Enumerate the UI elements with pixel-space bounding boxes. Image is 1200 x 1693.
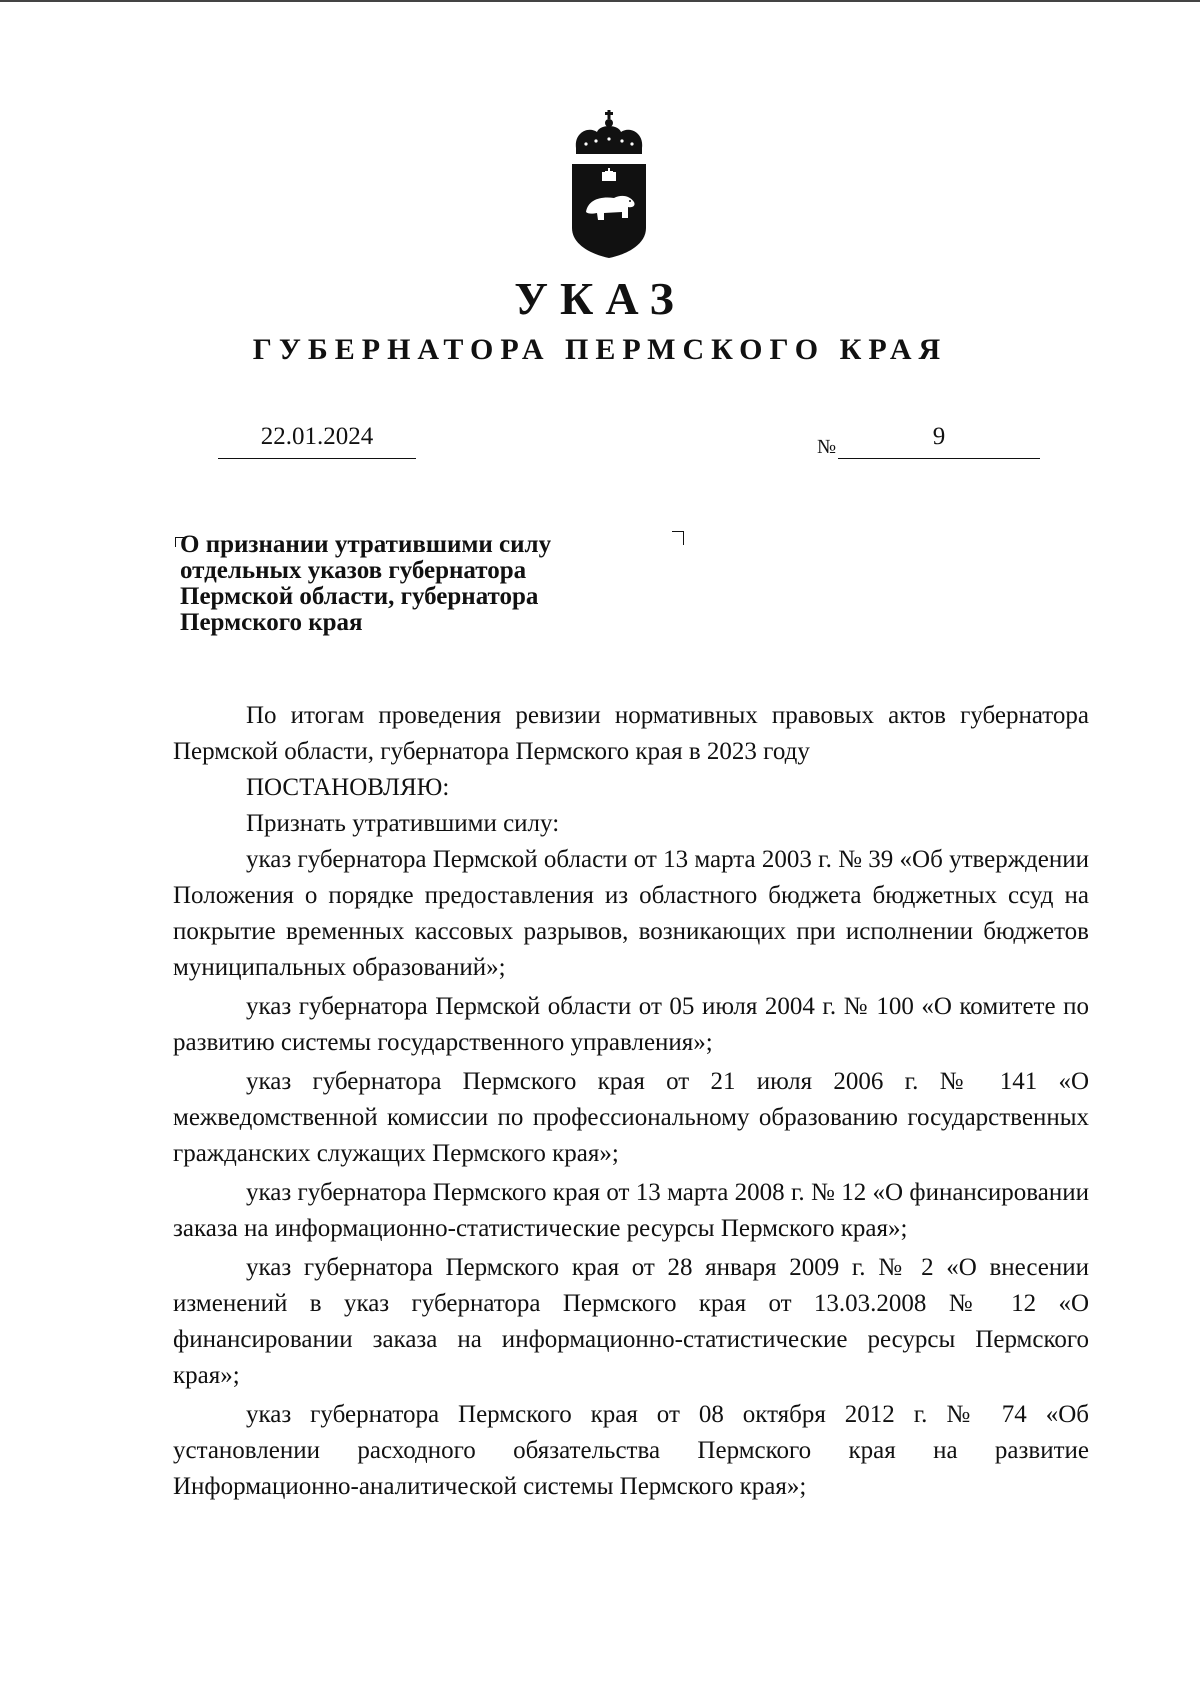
perm-krai-coat-of-arms-icon xyxy=(564,110,654,260)
document-title: УКАЗ xyxy=(514,273,686,324)
document-number: 9 xyxy=(838,422,1040,459)
heading-line: Пермской области, губернатора xyxy=(180,583,539,610)
document-heading xyxy=(180,532,700,636)
scan-edge xyxy=(0,0,1200,2)
heading-line: О признании утратившими силу xyxy=(180,531,552,558)
issuer-title: ГУБЕРНАТОРА ПЕРМСКОГО КРАЯ xyxy=(252,333,948,366)
heading-line: Пермского края xyxy=(180,609,363,636)
revoked-decree-item: указ губернатора Пермского края от 21 июля 2006 г. № 141 «О межведомственной комиссии по профессиональному образованию государственных гражданских служащих Пермского края»; xyxy=(173,1068,1089,1167)
heading-line: отдельных указов губернатора xyxy=(180,557,527,584)
decree-word: ПОСТАНОВЛЯЮ: xyxy=(246,774,450,801)
revoked-decree-item: указ губернатора Пермской области от 05 июля 2004 г. № 100 «О комитете по развитию системы государственного управления»; xyxy=(173,993,1089,1056)
revoked-decree-item: указ губернатора Пермского края от 13 марта 2008 г. № 12 «О финансировании заказа на информационно-статистические ресурсы Пермского края»; xyxy=(173,1179,1089,1242)
document-body xyxy=(173,698,1089,1505)
document-date: 22.01.2024 xyxy=(218,422,416,459)
preamble-paragraph: По итогам проведения ревизии нормативных правовых актов губернатора Пермской области, губернатора Пермского края в 2023 году xyxy=(173,702,1089,765)
number-sign: № xyxy=(817,436,837,458)
revoked-decree-item: указ губернатора Пермской области от 13 марта 2003 г. № 39 «Об утверждении Положения о порядке предоставления из областного бюджета бюджетных ссуд на покрытие временных кассовых разрывов, возникающих при исполнении бюджетов муниципальных образований»; xyxy=(173,846,1089,981)
revoked-decree-item: указ губернатора Пермского края от 28 января 2009 г. № 2 «О внесении изменений в указ губернатора Пермского края от 13.03.2008 № 12 «О финансировании заказа на информационно-статистические ресурсы Пермского края»; xyxy=(173,1254,1089,1389)
revoked-decree-item: указ губернатора Пермского края от 08 октября 2012 г. № 74 «Об установлении расходного обязательства Пермского края на развитие Информационно-аналитической системы Пермского края»; xyxy=(173,1401,1089,1500)
revocation-intro: Признать утратившими силу: xyxy=(246,810,560,837)
